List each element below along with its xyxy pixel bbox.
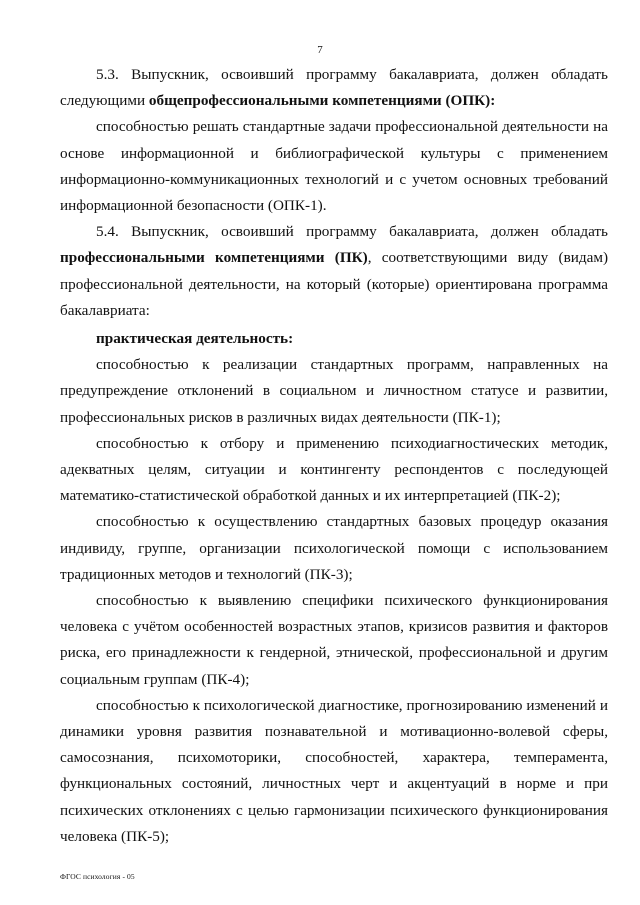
document-body xyxy=(60,62,608,850)
paragraph-5-3-bold: общепрофессиональными компетенциями (ОПК): xyxy=(148,92,496,110)
paragraph-5-4-text: 5.4. Выпускник, освоивший программу бакалавриата, должен обладать xyxy=(96,223,608,241)
section-heading: практическая деятельность: xyxy=(96,330,294,348)
competence-pk-1: способностью к реализации стандартных программ, направленных на предупреждение отклонений в социальном и личностном статусе и развитии, профессиональных рисков в различных видах деятельности (ПК-1); xyxy=(60,356,608,426)
paragraph-5-3 xyxy=(60,62,608,114)
paragraph-5-3-text: 5.3. Выпускник, освоивший программу бакалавриата, должен обладать следующими xyxy=(60,66,608,110)
page-number: 7 xyxy=(317,44,323,56)
competence-opk-1: способностью решать стандартные задачи профессиональной деятельности на основе информационной и библиографической культуры с применением информационно-коммуникационных технологий и с учетом основных требований информационной безопасности (ОПК-1). xyxy=(60,118,608,215)
paragraph-5-4-rest: , соответствующими виду (видам) профессиональной деятельности, на который (которые) ориентирована программа бакалавриата: xyxy=(60,249,609,319)
paragraph-5-4-bold: профессиональными компетенциями (ПК) xyxy=(60,249,368,267)
competence-pk-4: способностью к выявлению специфики психического функционирования человека с учётом особенностей возрастных этапов, кризисов развития и факторов риска, его принадлежности к гендерной, этнической, профессиональной и другим социальным группам (ПК-4); xyxy=(60,592,608,688)
competence-pk-5: способностью к психологической диагностике, прогнозированию изменений и динамики уровня развития познавательной и мотивационно-волевой сферы, самосознания, психомоторики, способностей, характера, темперамента, функциональных состояний, личностных черт и акцентуаций в норме и при психических отклонениях с целью гармонизации психического функционирования человека (ПК-5); xyxy=(60,696,608,845)
footer-text: ФГОС психология - 05 xyxy=(60,872,135,881)
competence-pk-3: способностью к осуществлению стандартных базовых процедур оказания индивиду, группе, организации психологической помощи с использованием традиционных методов и технологий (ПК-3); xyxy=(60,513,608,583)
competence-pk-2: способностью к отбору и применению психодиагностических методик, адекватных целям, ситуации и контингенту респондентов с последующей математико-статистической обработкой данных и их интерпретацией (ПК-2); xyxy=(60,434,608,505)
paragraph-5-4 xyxy=(60,219,608,324)
